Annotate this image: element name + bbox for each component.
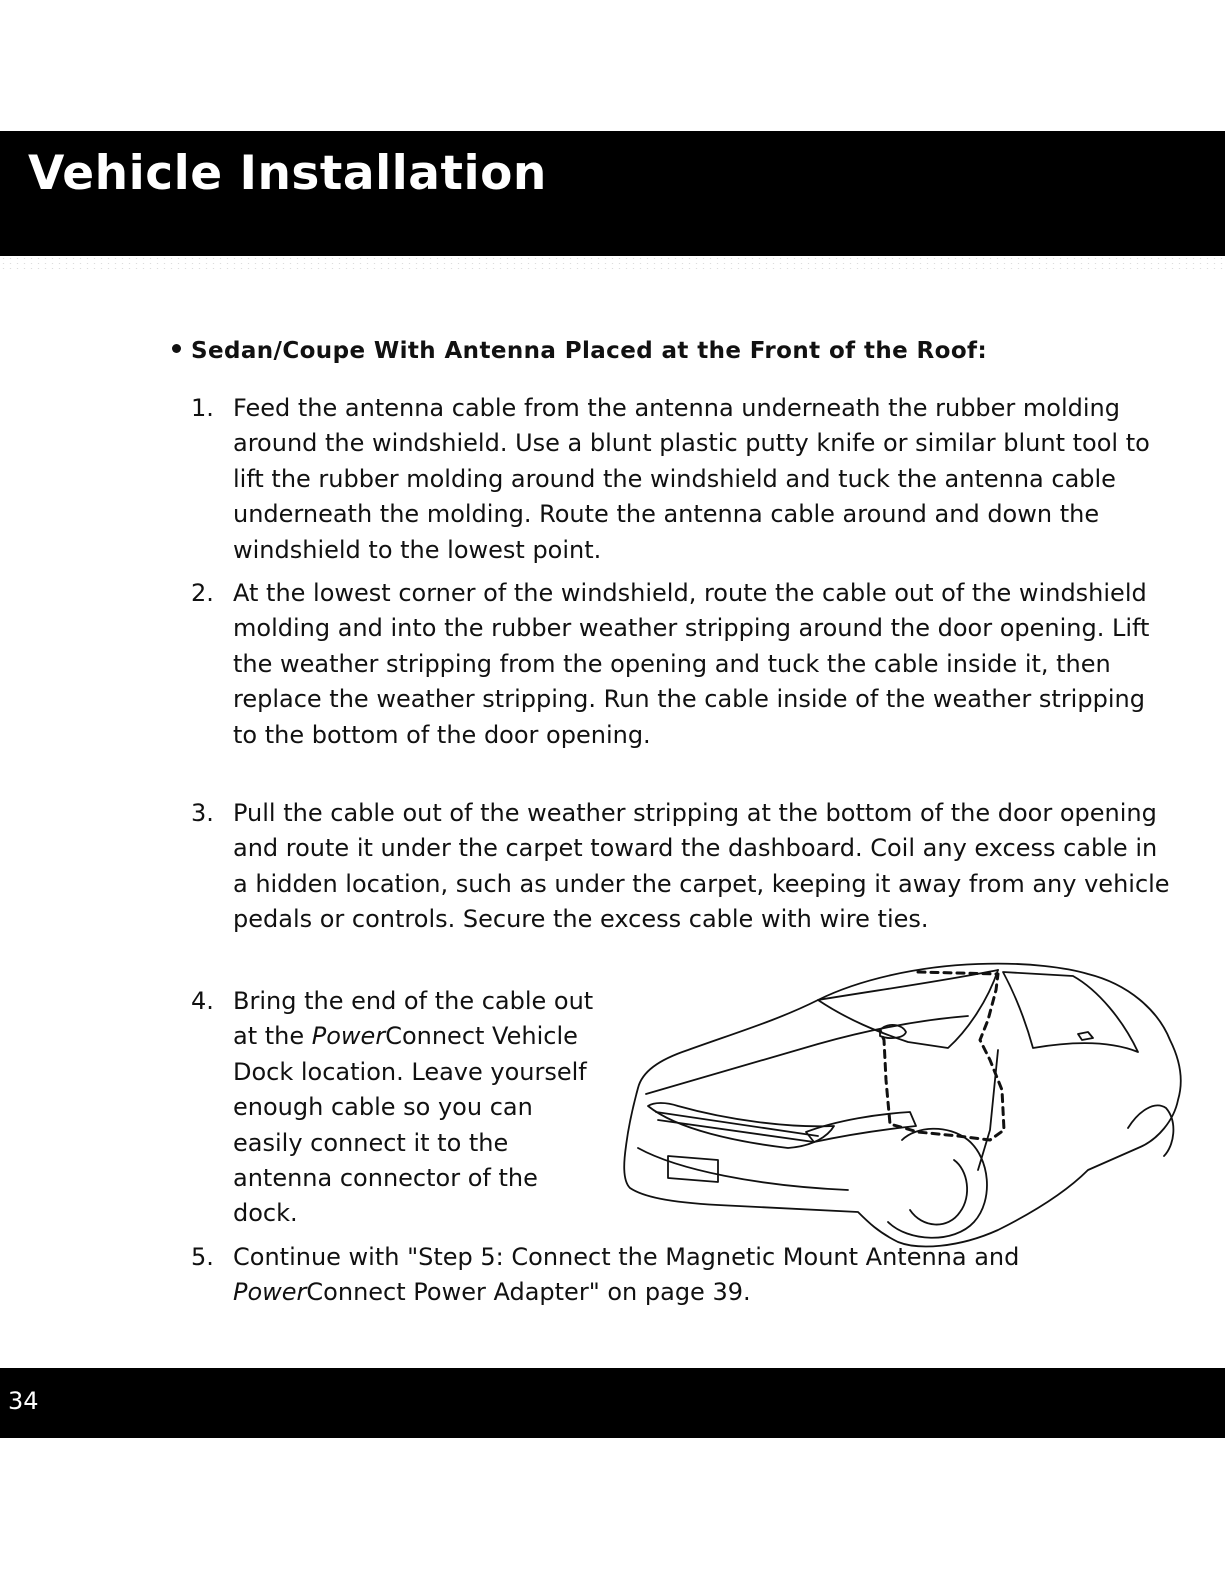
step-text: Continue with "Step 5: Connect the Magnetic Mount Antenna and PowerConnect Power Adapter" on page 39.: [233, 1243, 1020, 1307]
step-text: At the lowest corner of the windshield, route the cable out of the windshield molding and into the rubber weather stripping around the door opening. Lift the weather stripping from the opening and tuck the cable inside it, then replace the weather stripping. Run the cable inside of the weather stripping to the bottom of the door opening.: [233, 579, 1150, 749]
step-text: Pull the cable out of the weather stripping at the bottom of the door opening and route it under the carpet toward the dashboard. Coil any excess cable in a hidden location, such as under the carpet, keeping it away from any vehicle pedals or controls. Secure the excess cable with wire ties.: [233, 799, 1170, 934]
bullet-icon: [172, 344, 181, 353]
page-number: 34: [8, 1387, 39, 1415]
step-text: Bring the end of the cable out at the PowerConnect Vehicle Dock location. Leave yourself enough cable so you can easily connect it to the antenna connector of the dock.: [233, 987, 594, 1228]
car-illustration: [618, 960, 1190, 1260]
step-2: [191, 576, 1173, 753]
step-number: 4.: [191, 987, 214, 1015]
step-1: [191, 391, 1173, 568]
step-3: [191, 796, 1173, 938]
step-text: Feed the antenna cable from the antenna underneath the rubber molding around the windshield. Use a blunt plastic putty knife or similar blunt tool to lift the rubber molding around the windshield and tuck the antenna cable underneath the molding. Route the antenna cable around and down the windshield to the lowest point.: [233, 394, 1150, 564]
step-number: 1.: [191, 394, 214, 422]
footer-band: [0, 1368, 1225, 1438]
step-number: 3.: [191, 799, 214, 827]
page-title: Vehicle Installation: [28, 146, 547, 201]
step-4: [191, 984, 603, 1232]
scan-speckle: [0, 256, 1225, 270]
step-number: 2.: [191, 579, 214, 607]
section-heading: [172, 338, 987, 364]
section-heading-text: Sedan/Coupe With Antenna Placed at the Front of the Roof:: [191, 338, 988, 364]
step-number: 5.: [191, 1243, 214, 1271]
